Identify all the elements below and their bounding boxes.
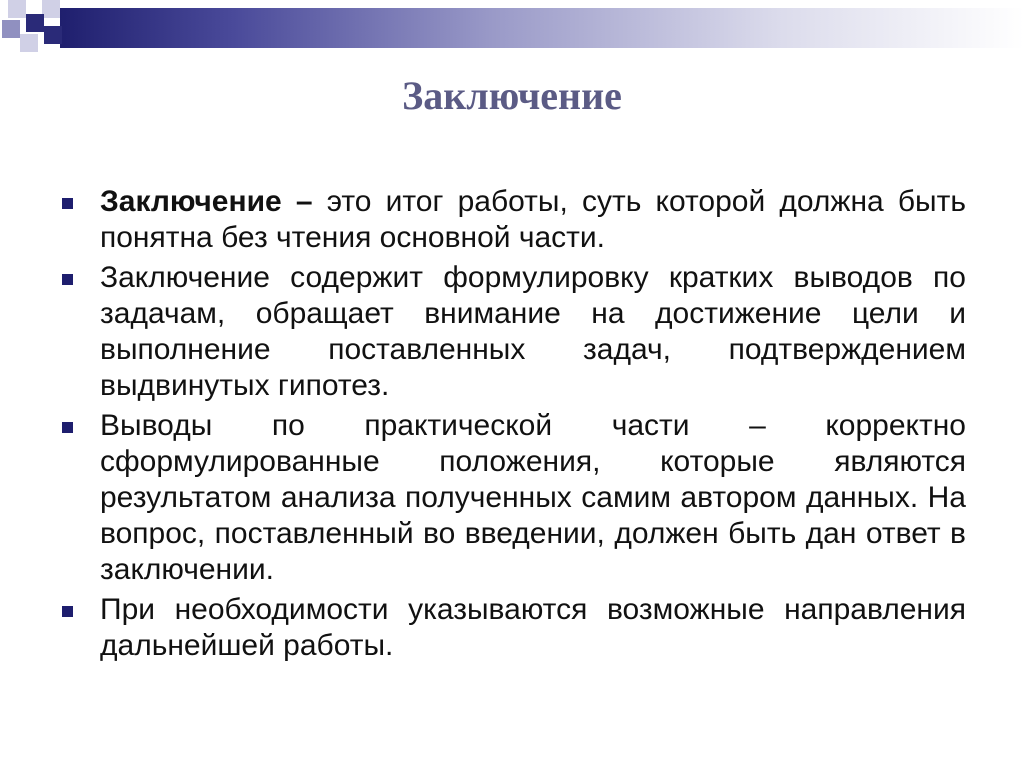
deco-square (44, 26, 62, 44)
square-bullet-icon (62, 422, 73, 433)
bullet-text: Заключение содержит формулировку кратких выводов по задачам, обращает внимание на достижение цели и выполнение поставленных задач, подтверждением выдвинутых гипотез. (100, 261, 966, 402)
square-bullet-icon (62, 274, 73, 285)
header-gradient-bar (60, 8, 1024, 48)
square-bullet-icon (62, 606, 73, 617)
slide-title: Заключение (402, 73, 622, 118)
deco-square (26, 14, 44, 32)
bullet-term: Заключение – (100, 185, 313, 218)
bullet-text (100, 184, 966, 256)
bullet-text: Выводы по практической части – корректно сформулированные положения, которые являются результатом анализа полученных самим автором данных. На вопрос, поставленный во введении, должен быть дан ответ в заключении. (100, 409, 966, 586)
square-bullet-icon (62, 198, 73, 209)
bullet-list (60, 184, 966, 668)
deco-square (8, 0, 26, 18)
deco-square (20, 34, 38, 52)
deco-square (42, 0, 60, 18)
list-item (60, 408, 966, 588)
deco-square (2, 20, 20, 38)
list-item (60, 592, 966, 664)
list-item (60, 260, 966, 404)
bullet-body: это итог работы, суть которой должна быть понятна без чтения основной части. (100, 185, 966, 254)
list-item (60, 184, 966, 256)
bullet-text: При необходимости указываются возможные направления дальнейшей работы. (100, 593, 966, 662)
